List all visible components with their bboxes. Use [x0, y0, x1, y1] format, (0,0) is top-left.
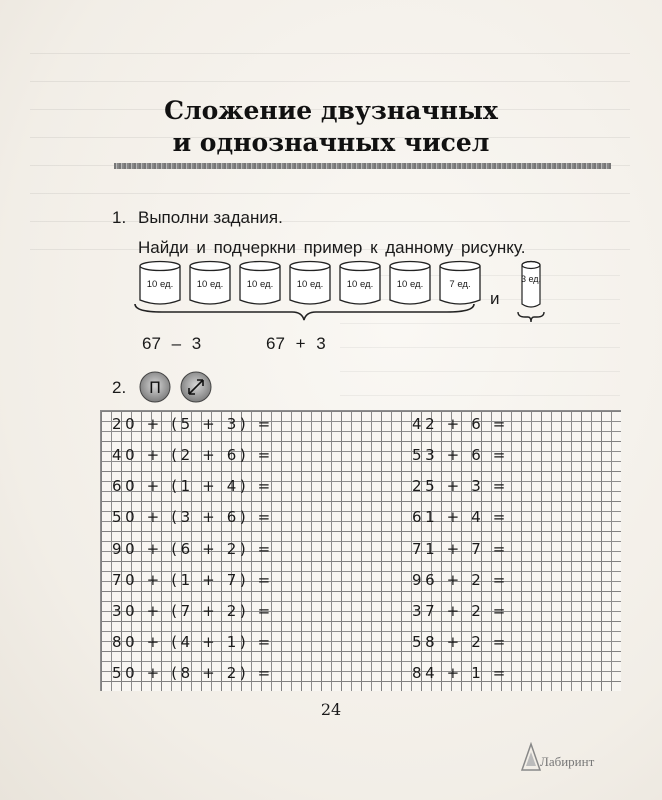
equation-right-9: 84 + 1 =	[412, 664, 509, 682]
letter-p-icon	[139, 371, 171, 403]
equation-left-5: 90 + (6 + 2) =	[112, 540, 274, 558]
task-1-instruction: Выполни задания.	[138, 208, 283, 227]
equation-right-2: 53 + 6 =	[412, 446, 509, 464]
equation-left-6: 70 + (1 + 7) =	[112, 571, 274, 589]
small-can-icon	[520, 260, 542, 310]
equation-right-3: 25 + 3 =	[412, 477, 509, 495]
labirint-logo-icon	[520, 742, 542, 772]
equation-right-5: 71 + 7 =	[412, 540, 509, 558]
can-1	[138, 260, 182, 306]
page-number: 24	[320, 700, 342, 719]
can-3	[238, 260, 282, 306]
can-4	[288, 260, 332, 306]
can-label: 7 ед.	[449, 279, 471, 290]
equation-right-8: 58 + 2 =	[412, 633, 509, 651]
equation-left-1: 20 + (5 + 3) =	[112, 415, 274, 433]
small-can-label: 3 ед.	[520, 274, 542, 284]
equation-left-9: 50 + (8 + 2) =	[112, 664, 274, 682]
option-expression-2[interactable]: 67 + 3	[266, 334, 326, 353]
connector-and: и	[490, 289, 500, 308]
can-label: 10 ед.	[196, 279, 224, 290]
equation-left-7: 30 + (7 + 2) =	[112, 602, 274, 620]
task-2-number: 2.	[112, 378, 127, 397]
can-label: 10 ед.	[296, 279, 324, 290]
equation-right-7: 37 + 2 =	[412, 602, 509, 620]
diagonal-arrows-icon	[180, 371, 212, 403]
can-6	[388, 260, 432, 306]
equation-right-4: 61 + 4 =	[412, 508, 509, 526]
page-title-line-2: и однозначных чисел	[172, 128, 490, 157]
equation-left-8: 80 + (4 + 1) =	[112, 633, 274, 651]
can-2	[188, 260, 232, 306]
can-label: 10 ед.	[396, 279, 424, 290]
curly-brace-icon	[132, 302, 477, 322]
small-curly-brace-icon	[516, 310, 546, 324]
option-expression-1[interactable]: 67 – 3	[142, 334, 202, 353]
can-7	[438, 260, 482, 306]
equation-left-4: 50 + (3 + 6) =	[112, 508, 274, 526]
equation-left-2: 40 + (2 + 6) =	[112, 446, 274, 464]
can-label: 10 ед.	[146, 279, 174, 290]
equation-right-1: 42 + 6 =	[412, 415, 509, 433]
can-label: 10 ед.	[246, 279, 274, 290]
can-5	[338, 260, 382, 306]
equation-left-3: 60 + (1 + 4) =	[112, 477, 274, 495]
can-label: 10 ед.	[346, 279, 374, 290]
task-1-number: 1.	[112, 208, 127, 227]
watermark: Лабиринт	[540, 754, 595, 769]
title-divider	[114, 163, 611, 169]
letter-p-glyph: П	[148, 378, 162, 397]
equation-right-6: 96 + 2 =	[412, 571, 509, 589]
task-1-subtask: Найди и подчеркни пример к данному рисунку.	[138, 238, 526, 257]
page-title-line-1: Сложение двузначных	[164, 96, 498, 125]
